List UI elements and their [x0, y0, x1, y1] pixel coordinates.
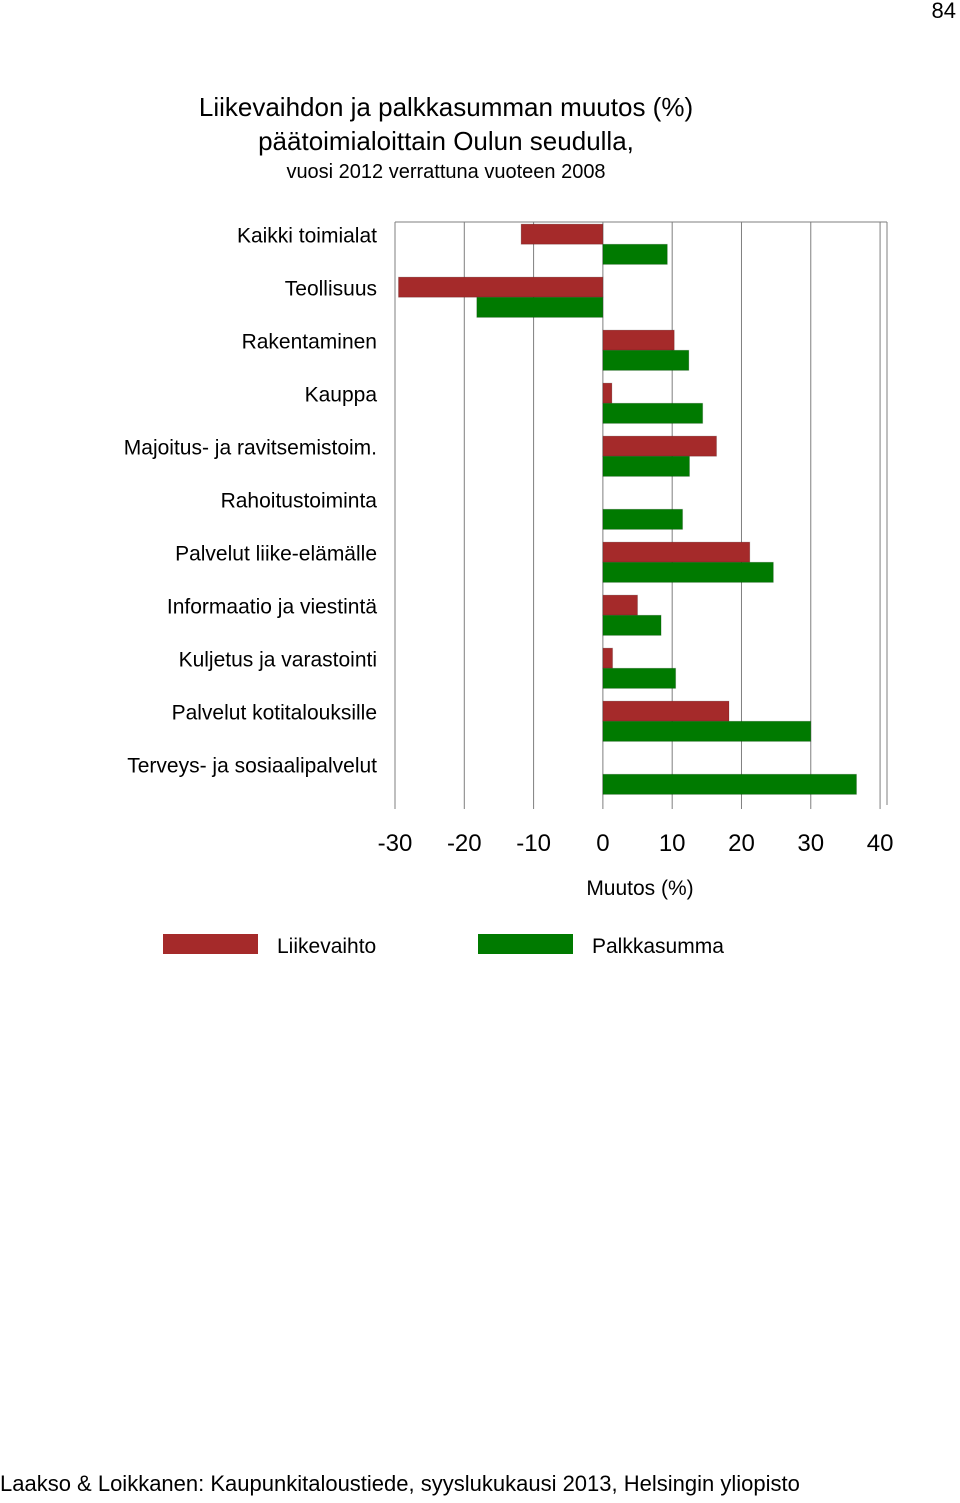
x-tick-label: 10	[658, 830, 686, 857]
category-label: Terveys- ja sosiaalipalvelut	[127, 754, 377, 778]
legend-swatch-palkkasumma	[478, 934, 573, 954]
legend-swatch-liikevaihto	[163, 934, 258, 954]
x-tick-label: 40	[866, 830, 894, 857]
bar-palkkasumma	[603, 721, 811, 741]
category-label: Palvelut liike-elämälle	[175, 542, 377, 566]
category-label: Kauppa	[304, 383, 377, 407]
page-number: 84	[931, 0, 956, 23]
bar-liikevaihto	[603, 436, 717, 456]
category-label: Majoitus- ja ravitsemistoim.	[123, 436, 377, 460]
bar-palkkasumma	[603, 244, 667, 264]
category-label: Rakentaminen	[241, 330, 377, 354]
category-label: Kaikki toimialat	[236, 224, 377, 248]
bar-palkkasumma	[603, 774, 857, 794]
bar-liikevaihto	[603, 595, 638, 615]
legend-label: Liikevaihto	[277, 935, 377, 958]
bar-liikevaihto	[603, 542, 750, 562]
footer-citation: Laakso & Loikkanen: Kaupunkitaloustiede, syyslukukausi 2013, Helsingin yliopisto	[0, 1471, 800, 1496]
x-tick-label: -30	[377, 830, 413, 857]
category-label: Informaatio ja viestintä	[166, 595, 377, 619]
bar-palkkasumma	[603, 615, 661, 635]
category-label: Palvelut kotitalouksille	[171, 701, 377, 725]
legend-label: Palkkasumma	[592, 935, 724, 958]
chart-title-line-2: päätoimialoittain Oulun seudulla,	[258, 126, 634, 156]
x-tick-label: -20	[446, 830, 482, 857]
bar-palkkasumma	[603, 350, 689, 370]
category-label: Teollisuus	[284, 277, 377, 301]
category-label: Kuljetus ja varastointi	[178, 648, 377, 672]
bar-liikevaihto	[603, 701, 729, 721]
x-axis-label: Muutos (%)	[586, 877, 694, 900]
bar-liikevaihto	[603, 383, 612, 403]
chart-subtitle: vuosi 2012 verrattuna vuoteen 2008	[286, 161, 606, 183]
chart-title-line-1: Liikevaihdon ja palkkasumman muutos (%)	[198, 92, 694, 122]
category-label: Rahoitustoiminta	[220, 489, 377, 513]
x-tick-label: 0	[596, 830, 610, 857]
x-tick-label: 30	[797, 830, 825, 857]
bar-palkkasumma	[603, 668, 676, 688]
bar-liikevaihto	[521, 224, 603, 244]
bar-palkkasumma	[603, 403, 703, 423]
bar-liikevaihto	[398, 277, 602, 297]
bar-palkkasumma	[603, 562, 773, 582]
bar-palkkasumma	[477, 297, 603, 317]
bar-liikevaihto	[603, 648, 613, 668]
x-tick-label: -10	[516, 830, 551, 857]
bar-palkkasumma	[603, 456, 690, 476]
bar-liikevaihto	[603, 330, 674, 350]
bar-palkkasumma	[603, 509, 683, 529]
x-tick-label: 20	[728, 830, 755, 857]
